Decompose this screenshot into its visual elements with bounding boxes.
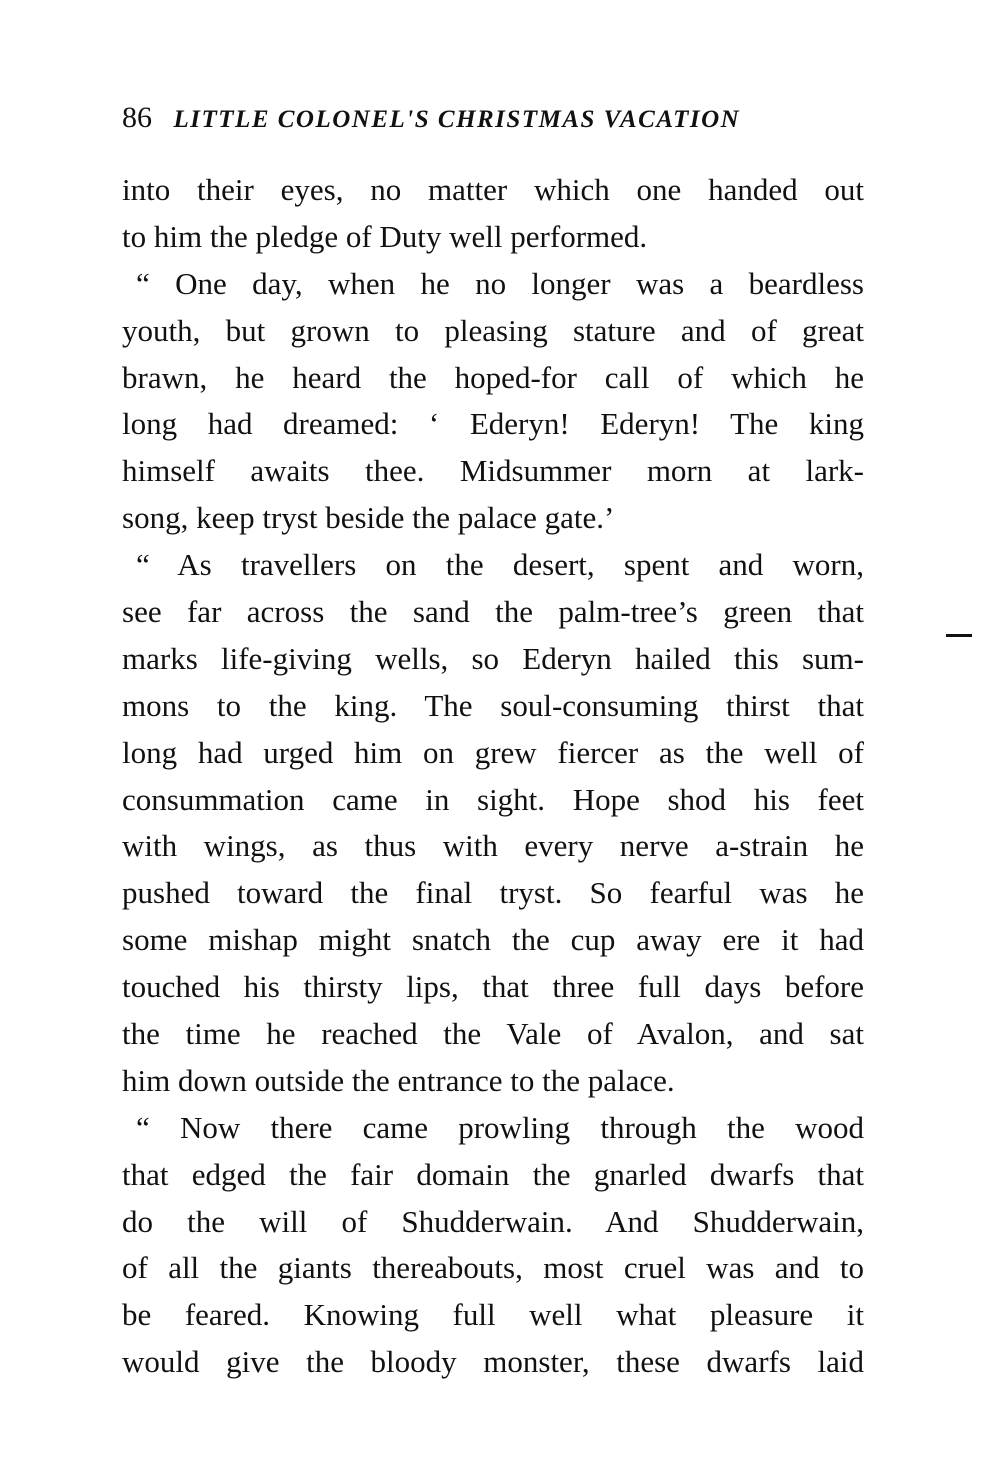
text-line: long had dreamed: ‘ Ederyn! Ederyn! The king xyxy=(122,406,864,442)
text-line: “ Now there came prowling through the wood xyxy=(136,1109,864,1145)
text-line: brawn, he heard the hoped-for call of which he xyxy=(122,359,864,395)
text-line: “ One day, when he no longer was a beardless xyxy=(136,265,864,301)
body-text xyxy=(122,167,864,1386)
text-line: that edged the fair domain the gnarled dwarfs that xyxy=(122,1156,864,1192)
text-line: him down outside the entrance to the palace. xyxy=(122,1062,675,1098)
text-line: song, keep tryst beside the palace gate.’ xyxy=(122,500,615,536)
text-line: see far across the sand the palm-tree’s green that xyxy=(122,594,864,630)
text-line: into their eyes, no matter which one handed out xyxy=(122,172,864,207)
text-line: touched his thirsty lips, that three full days before xyxy=(122,969,864,1005)
text-line: “ As travellers on the desert, spent and worn, xyxy=(136,547,864,583)
text-line: long had urged him on grew fiercer as the well of xyxy=(122,734,864,770)
text-line: would give the bloody monster, these dwarfs laid xyxy=(122,1344,864,1380)
text-line: consummation came in sight. Hope shod his feet xyxy=(122,781,864,817)
book-page xyxy=(122,96,864,1386)
text-line: mons to the king. The soul-consuming thirst that xyxy=(122,687,864,723)
text-line: marks life-giving wells, so Ederyn hailed this sum- xyxy=(122,640,864,676)
text-line: do the will of Shudderwain. And Shudderwain, xyxy=(122,1203,864,1239)
running-head: LITTLE COLONEL'S CHRISTMAS VACATION xyxy=(173,106,741,133)
text-line: of all the giants thereabouts, most cruel was and to xyxy=(122,1250,864,1286)
text-line: youth, but grown to pleasing stature and of great xyxy=(122,312,864,348)
text-line: himself awaits thee. Midsummer morn at lark- xyxy=(122,453,864,489)
text-line: pushed toward the final tryst. So fearful was he xyxy=(122,875,864,911)
text-line: to him the pledge of Duty well performed. xyxy=(122,218,648,254)
text-line: the time he reached the Vale of Avalon, and sat xyxy=(122,1016,864,1052)
page-number: 86 xyxy=(122,101,152,134)
text-line: with wings, as thus with every nerve a-strain he xyxy=(122,828,864,864)
text-line: be feared. Knowing full well what pleasure it xyxy=(122,1297,864,1333)
margin-dash-mark xyxy=(946,634,972,637)
page-header xyxy=(122,96,864,140)
text-line: some mishap might snatch the cup away ere it had xyxy=(122,922,864,958)
